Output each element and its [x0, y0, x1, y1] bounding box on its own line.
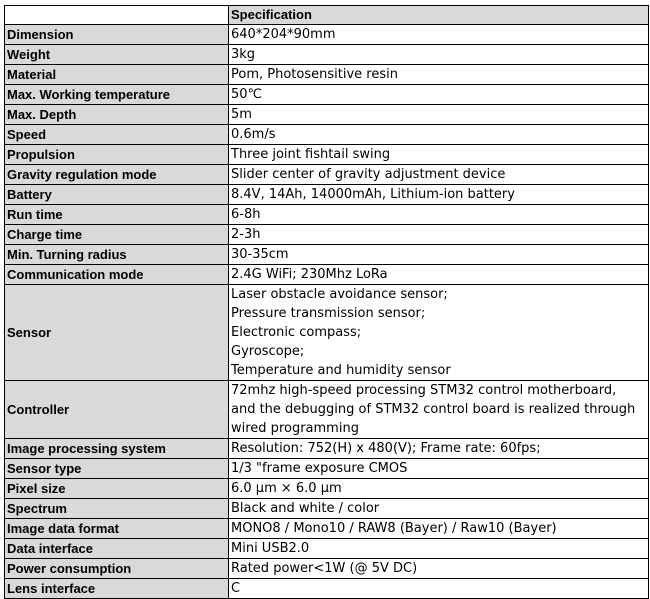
table-row — [5, 285, 649, 381]
row-value — [229, 165, 649, 185]
table-row — [5, 245, 649, 265]
specification-table — [4, 5, 649, 599]
row-value — [229, 479, 649, 499]
row-value-line: 6.0 μm × 6.0 μm — [231, 481, 342, 496]
row-value — [229, 45, 649, 65]
row-label: Speed — [5, 125, 229, 145]
row-label: Material — [5, 65, 229, 85]
table-row — [5, 265, 649, 285]
row-value — [229, 205, 649, 225]
row-value-line: 2-3h — [231, 227, 261, 242]
row-value — [229, 499, 649, 519]
row-value-line: and the debugging of STM32 control board is realized through — [231, 402, 636, 417]
table-row — [5, 85, 649, 105]
table-row — [5, 459, 649, 479]
row-value-line: wired programming — [231, 421, 359, 436]
row-value-line: 30-35cm — [231, 247, 289, 262]
row-label: Image data format — [5, 519, 229, 539]
header-specification-cell: Specification — [229, 6, 649, 25]
row-label: Max. Working temperature — [5, 85, 229, 105]
row-value — [229, 439, 649, 459]
row-value-line: Gyroscope; — [231, 344, 305, 359]
row-value-line: 8.4V, 14Ah, 14000mAh, Lithium-ion battery — [231, 187, 515, 202]
table-row — [5, 165, 649, 185]
table-row — [5, 381, 649, 439]
table-header-row — [5, 6, 649, 25]
table-row — [5, 125, 649, 145]
table-row — [5, 439, 649, 459]
row-value-line: Pom, Photosensitive resin — [231, 67, 398, 82]
header-label-cell — [5, 6, 229, 25]
row-value-line: Resolution: 752(H) x 480(V); Frame rate: 60fps; — [231, 441, 541, 456]
row-label: Pixel size — [5, 479, 229, 499]
row-value-line: 6-8h — [231, 207, 261, 222]
row-value — [229, 265, 649, 285]
row-label: Lens interface — [5, 579, 229, 599]
row-value — [229, 559, 649, 579]
row-label: Image processing system — [5, 439, 229, 459]
table-row — [5, 559, 649, 579]
table-row — [5, 499, 649, 519]
row-value-line: Electronic compass; — [231, 325, 362, 340]
table-row — [5, 65, 649, 85]
row-label: Battery — [5, 185, 229, 205]
row-value-line: Laser obstacle avoidance sensor; — [231, 287, 448, 302]
table-row — [5, 205, 649, 225]
row-value-line: 0.6m/s — [231, 127, 276, 142]
row-label: Controller — [5, 381, 229, 439]
row-label: Sensor type — [5, 459, 229, 479]
row-value — [229, 519, 649, 539]
row-label: Min. Turning radius — [5, 245, 229, 265]
row-label: Charge time — [5, 225, 229, 245]
row-value — [229, 579, 649, 599]
row-value — [229, 225, 649, 245]
row-value-line: 2.4G WiFi; 230Mhz LoRa — [231, 267, 388, 282]
row-label: Spectrum — [5, 499, 229, 519]
row-label: Data interface — [5, 539, 229, 559]
row-value — [229, 125, 649, 145]
row-label: Communication mode — [5, 265, 229, 285]
row-value-line: Rated power<1W (@ 5V DC) — [231, 561, 418, 576]
specification-rows — [5, 25, 649, 599]
row-label: Propulsion — [5, 145, 229, 165]
row-value — [229, 459, 649, 479]
row-label: Max. Depth — [5, 105, 229, 125]
row-value-line: Slider center of gravity adjustment device — [231, 167, 506, 182]
table-row — [5, 579, 649, 599]
table-row — [5, 479, 649, 499]
table-row — [5, 45, 649, 65]
row-value-line: Three joint fishtail swing — [231, 147, 391, 162]
table-row — [5, 145, 649, 165]
row-value-line: MONO8 / Mono10 / RAW8 (Bayer) / Raw10 (Bayer) — [231, 521, 557, 536]
row-value — [229, 65, 649, 85]
row-value — [229, 185, 649, 205]
row-value-line: Black and white / color — [231, 501, 380, 516]
table-row — [5, 225, 649, 245]
row-value-line: 50℃ — [231, 87, 263, 102]
row-value-line: 3kg — [231, 47, 256, 62]
row-value — [229, 539, 649, 559]
row-value-line: Pressure transmission sensor; — [231, 306, 426, 321]
row-label: Run time — [5, 205, 229, 225]
row-value-line: C — [231, 581, 241, 596]
row-label: Sensor — [5, 285, 229, 381]
table-row — [5, 519, 649, 539]
row-value-line: 72mhz high-speed processing STM32 control motherboard, — [231, 383, 617, 398]
row-value — [229, 245, 649, 265]
row-label: Gravity regulation mode — [5, 165, 229, 185]
row-value — [229, 85, 649, 105]
row-value-line: 5m — [231, 107, 252, 122]
row-value-line: Temperature and humidity sensor — [231, 363, 451, 378]
row-label: Dimension — [5, 25, 229, 45]
table-row — [5, 539, 649, 559]
row-value-line: Mini USB2.0 — [231, 541, 310, 556]
row-value — [229, 25, 649, 45]
table-row — [5, 25, 649, 45]
row-value — [229, 105, 649, 125]
row-label: Power consumption — [5, 559, 229, 579]
row-value-line: 640*204*90mm — [231, 27, 336, 42]
row-label: Weight — [5, 45, 229, 65]
row-value — [229, 285, 649, 381]
table-row — [5, 105, 649, 125]
row-value-line: 1/3 "frame exposure CMOS — [231, 461, 408, 476]
table-row — [5, 185, 649, 205]
row-value — [229, 145, 649, 165]
row-value — [229, 381, 649, 439]
